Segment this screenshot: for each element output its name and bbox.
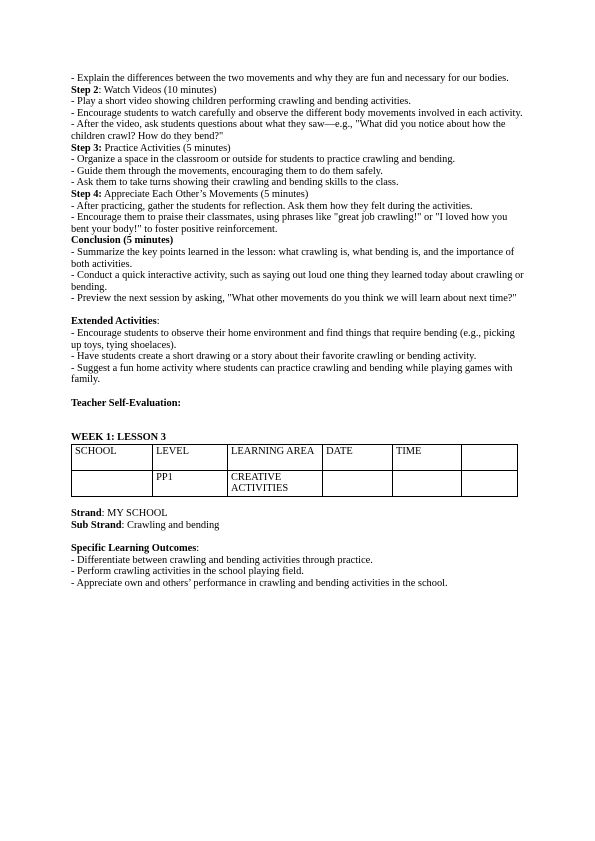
- table-row: [72, 470, 518, 496]
- lesson-title-label: WEEK 1: LESSON 3: [71, 432, 166, 444]
- step3-label: Step 3:: [71, 142, 102, 154]
- table-cell: [323, 470, 393, 496]
- self-evaluation-heading: [71, 398, 527, 410]
- outcomes-heading: [71, 543, 527, 555]
- step3-item: - Organize a space in the classroom or outside for students to practice crawling and bending.: [71, 154, 456, 166]
- table-cell-level: LEVEL: [153, 444, 228, 470]
- step2-item: - Play a short video showing children performing crawling and bending activities.: [71, 96, 411, 108]
- outcome-item: - Appreciate own and others’ performance in crawling and bending activities in the school.: [71, 577, 448, 589]
- conclusion-label: Conclusion (5 minutes): [71, 235, 174, 247]
- table-header-row: [72, 444, 518, 470]
- table-cell: PP1: [153, 470, 228, 496]
- spacer: [71, 532, 527, 544]
- table-cell-school: SCHOOL: [72, 444, 153, 470]
- lesson-title: [71, 432, 527, 444]
- extended-item: - Have students create a short drawing or a story about their favorite crawling or bending activity.: [71, 351, 477, 363]
- step4-item: - Encourage them to praise their classmates, using phrases like "great job crawling!" or "I loved how you bent your body!" to foster positive reinforcement.: [71, 212, 508, 235]
- lesson-info-table: [71, 444, 518, 497]
- step4-title: Appreciate Each Other’s Movements (5 minutes): [101, 188, 309, 200]
- spacer: [71, 409, 527, 432]
- strand: [71, 508, 527, 520]
- extended-heading: [71, 316, 527, 328]
- outcomes-colon: :: [196, 543, 200, 555]
- step2-item: - Encourage students to watch carefully and observe the different body movements involved in each activity.: [71, 107, 523, 119]
- table-cell-blank: [461, 444, 517, 470]
- step3-title: Practice Activities (5 minutes): [101, 142, 231, 154]
- outcome-item: - Differentiate between crawling and bending activities through practice.: [71, 554, 373, 566]
- table-cell: CREATIVE ACTIVITIES: [228, 470, 323, 496]
- extended-colon: :: [156, 316, 160, 328]
- conclusion-heading: [71, 235, 527, 247]
- strand-label: Strand: [71, 508, 102, 520]
- table-cell: [72, 470, 153, 496]
- step2-title: : Watch Videos (10 minutes): [98, 84, 217, 96]
- table-cell-date: DATE: [323, 444, 393, 470]
- strand-value: : MY SCHOOL: [101, 508, 168, 520]
- sub-strand: [71, 520, 527, 532]
- sub-strand-label: Sub Strand: [71, 520, 122, 531]
- self-evaluation-label: Teacher Self-Evaluation:: [71, 397, 181, 409]
- step2-label: Step 2: [71, 84, 99, 96]
- step3-item: - Ask them to take turns showing their crawling and bending skills to the class.: [71, 177, 399, 189]
- extended-item: - Suggest a fun home activity where students can practice crawling and bending while playing games with family.: [71, 362, 513, 386]
- outcome-item: - Perform crawling activities in the school playing field.: [71, 566, 304, 578]
- table-cell-learning-area: LEARNING AREA: [228, 444, 323, 470]
- extended-item: - Encourage students to observe their home environment and find things that require bending (e.g., picking up toys, tying shoelaces).: [71, 328, 515, 351]
- spacer: [71, 386, 527, 398]
- step4-heading: [71, 189, 527, 201]
- table-cell: [461, 470, 517, 496]
- extended-label: Extended Activities: [71, 316, 157, 328]
- step2-item: - After the video, ask students questions about what they saw—e.g., "What did you notice about how the children crawl? How do they bend?": [71, 119, 506, 142]
- conclusion-item: - Conduct a quick interactive activity, such as saying out loud one thing they learned today about crawling or bending.: [71, 270, 524, 293]
- sub-strand-value: : Crawling and bending: [121, 520, 220, 531]
- step3-item: - Guide them through the movements, encouraging them to do them safely.: [71, 165, 383, 177]
- step2-heading: [71, 85, 527, 97]
- spacer: [71, 305, 527, 317]
- step4-label: Step 4:: [71, 188, 102, 200]
- spacer: [71, 497, 527, 509]
- step3-heading: [71, 143, 527, 155]
- intro-text: - Explain the differences between the two movements and why they are fun and necessary for our bodies.: [71, 73, 509, 84]
- conclusion-item: - Preview the next session by asking, "What other movements do you think we will learn about next time?": [71, 293, 517, 305]
- conclusion-item: - Summarize the key points learned in the lesson: what crawling is, what bending is, and the importance of both activities.: [71, 246, 515, 270]
- step4-item: - After practicing, gather the students for reflection. Ask them how they felt during the activities.: [71, 200, 473, 212]
- lesson-content: [71, 73, 527, 590]
- table-cell-time: TIME: [393, 444, 462, 470]
- table-cell: [393, 470, 462, 496]
- outcomes-label: Specific Learning Outcomes: [71, 543, 197, 555]
